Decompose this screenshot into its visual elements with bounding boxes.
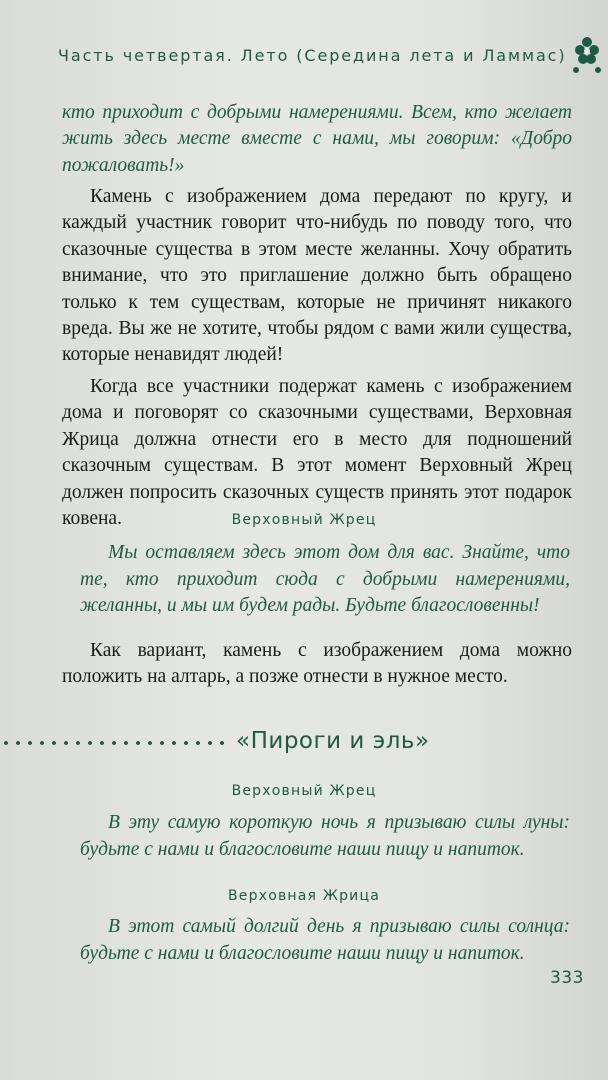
speech-high-priestess: В этот самый долгий день я призываю силы солнца: будьте с нами и благословите наши пищу и напиток.: [80, 916, 570, 964]
section-heading: [0, 728, 608, 764]
speaker-high-priest: Верховный Жрец: [231, 512, 377, 528]
paragraph-2: Когда все участники подержат камень с изображением дома и поговорят со сказочными существами, Верховная Жрица должна отнести его в место для подношений сказочным существам. В этот момент Верховный Жрец должен попросить сказочных существ принять этот подарок ковена.: [62, 376, 572, 530]
flower-ornament-icon: [570, 30, 604, 80]
paragraph-3: Как вариант, камень с изображением дома можно положить на алтарь, а позже отнести в нужное место.: [62, 640, 572, 688]
speech-high-priest: Мы оставляем здесь этот дом для вас. Знайте, что те, кто приходит сюда с добрыми намерениями, желанны, и мы им будем рады. Будьте благословенны!: [80, 542, 570, 616]
main-text-top: [62, 100, 572, 179]
page-number: 333: [550, 968, 584, 988]
dotted-rule: [0, 740, 230, 746]
speech-high-priest-2: В эту самую короткую ночь я призываю силы луны: будьте с нами и благословите наши пищу и напиток.: [80, 812, 570, 860]
running-header: Часть четвертая. Лето (Середина лета и Ламмас): [58, 46, 567, 65]
section-title: «Пироги и эль»: [236, 728, 430, 754]
continued-quote: кто приходит с добрыми намерениями. Всем, кто желает жить здесь месте вместе с нами, мы говорим: «Добро пожаловать!»: [62, 102, 572, 176]
speaker-high-priestess: Верховная Жрица: [228, 888, 380, 904]
paragraph-1: Камень с изображением дома передают по кругу, и каждый участник говорит что-нибудь по поводу того, что сказочные существа в этом месте желанны. Хочу обратить внимание, что это приглашение должно быть обращено только к тем существам, которые не причинят никакого вреда. Вы же не хотите, чтобы рядом с вами жили существа, которые ненавидят людей!: [62, 186, 572, 366]
speaker-high-priest-2: Верховный Жрец: [231, 783, 377, 799]
